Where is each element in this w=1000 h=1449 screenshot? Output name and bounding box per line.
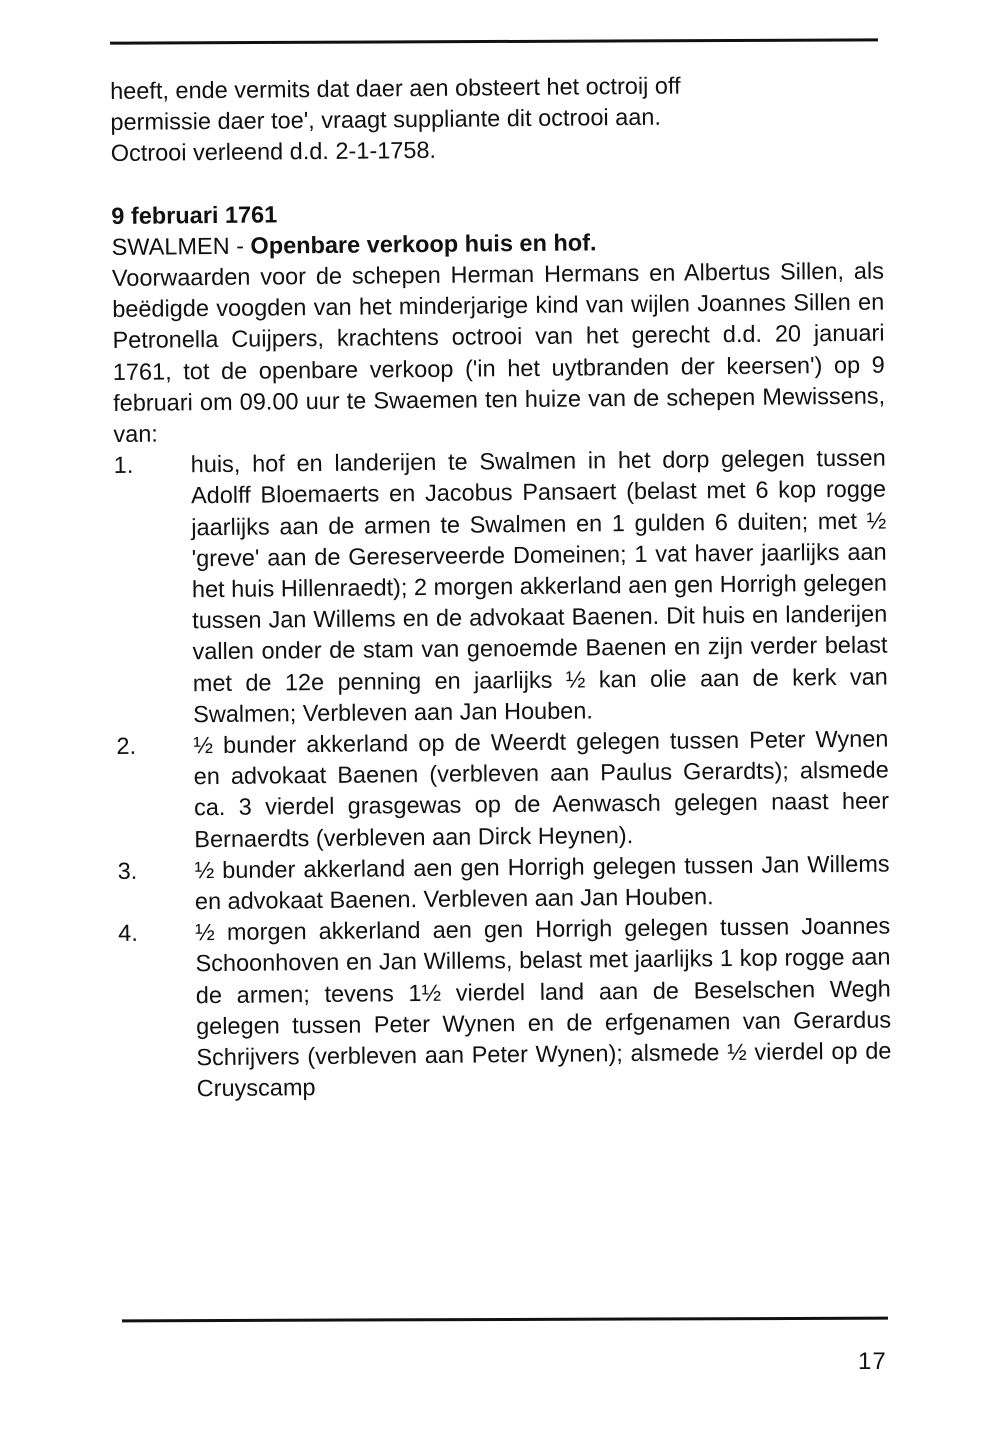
entry-date: 9 februari 1761 <box>111 201 278 229</box>
entry-body: Voorwaarden voor de schepen Herman Hermans en Albertus Sillen, als beëdigde voogden van het minderjarige kind van wijlen Joannes Sillen en Petronella Cuijpers, krachtens octrooi van het gerecht d.d. 20 januari 1761, tot de openbare verkoop ('in het uytbranden der keersen') op 9 februari om 09.00 uur te Swaemen ten huize van de schepen Mewissens, van: <box>111 257 886 448</box>
entry-title: Openbare verkoop huis en hof. <box>250 229 597 259</box>
page-number: 17 <box>858 1348 887 1375</box>
intro-line-1: heeft, ende vermits dat daer aen obsteert het octroij off <box>110 72 681 104</box>
list-item <box>118 911 892 1106</box>
item-text: huis, hof en landerijen te Swalmen in het dorp gelegen tussen Adolff Bloemaerts en Jacobus Pansaert (belast met 6 kop rogge jaarlijks aan de armen te Swalmen en 1 gulden 6 duiten; met ½ 'greve' aan de Gereserveerde Domeinen; 1 vat haver jaarlijks aan het huis Hillenraedt); 2 morgen akkerland aen gen Horrigh gelegen tussen Jan Willems en de advokaat Baenen. Dit huis en landerijen vallen onder de stam van genoemde Baenen en zijn verder belast met de 12e penning en jaarlijks ½ kan olie aan de kerk van Swalmen; Verbleven aan Jan Houben. <box>190 444 888 728</box>
page-content <box>110 69 892 1106</box>
top-rule <box>110 38 878 44</box>
item-number: 1. <box>113 452 134 479</box>
item-text: ½ morgen akkerland aen gen Horrigh gelegen tussen Joannes Schoonhoven en Jan Willems, belast met jaarlijks 1 kop rogge aan de armen; tevens 1½ vierdel land aan de Beselschen Wegh gelegen tussen Peter Wynen en de erfgenamen van Gerardus Schrijvers (verbleven aan Peter Wynen); alsmede ½ vierdel op de Cruyscamp <box>195 912 892 1102</box>
item-number: 2. <box>116 732 137 760</box>
item-number: 4. <box>118 920 138 947</box>
intro-line-2: permissie daer toe', vraagt suppliante dit octrooi aan. <box>110 103 662 136</box>
item-number: 3. <box>117 857 138 884</box>
list-item <box>114 443 889 731</box>
list-item <box>117 848 890 918</box>
bottom-rule <box>122 1317 888 1323</box>
octrooi-granted: Octrooi verleend d.d. 2-1-1758. <box>110 137 437 167</box>
item-text: ½ bunder akkerland op de Weerdt gelegen tussen Peter Wynen en advokaat Baenen (verbleven aan Paulus Gerardts); alsmede ca. 3 vierdel grasgewas op de Aenwasch gelegen naast heer Bernaerdts (verbleven aan Dirck Heynen). <box>193 725 890 852</box>
item-text: ½ bunder akkerland aen gen Horrigh gelegen tussen Jan Willems en advokaat Baenen. Verbleven aan Jan Houben. <box>194 850 890 915</box>
entry-place: SWALMEN - <box>111 232 251 260</box>
list-item <box>116 724 889 856</box>
